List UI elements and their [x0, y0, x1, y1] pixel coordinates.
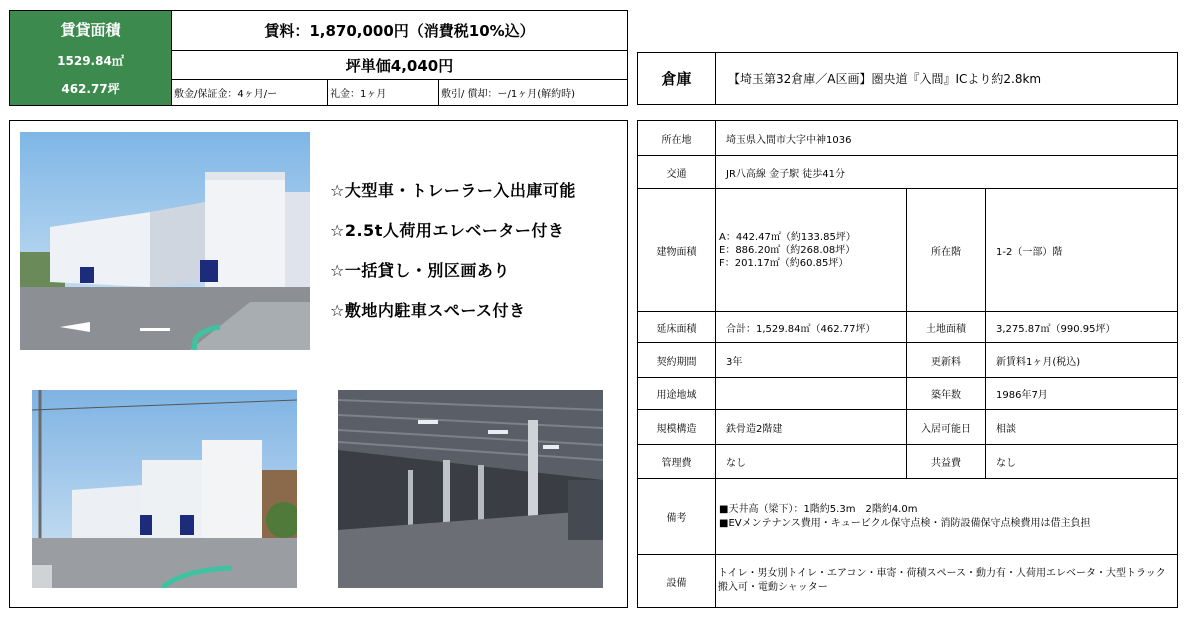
address-label-cell	[637, 120, 716, 156]
land-area-cell	[985, 311, 1178, 343]
mgmt-value: なし	[726, 458, 746, 469]
structure-label-cell	[637, 409, 716, 445]
mgmt-cell	[715, 444, 907, 479]
transport-cell	[715, 155, 1178, 189]
rent-text: 賃料：1,870,000円（消費税10%込）	[264, 22, 535, 40]
interior-photo	[338, 390, 603, 588]
remarks-line: ■天井高（梁下）：1階約5.3m 2階約4.0m	[719, 503, 918, 515]
land-area-label: 土地面積	[926, 323, 966, 335]
equipment-line: トイレ・男女別トイレ・エアコン・車寄・荷積スペース・動力有・人荷用エレベータ・大型トラック	[718, 568, 1166, 579]
transport-label: 交通	[666, 168, 687, 180]
renewal-label-cell	[906, 342, 986, 378]
movein-label: 入居可能日	[921, 423, 971, 435]
deposit-text: 敷金/保証金：4ヶ月/ー	[174, 89, 278, 100]
building-area-cell	[715, 188, 907, 312]
movein-label-cell	[906, 409, 986, 445]
property-title-cell	[715, 52, 1178, 105]
zoning-label-cell	[637, 377, 716, 410]
land-area-label-cell	[906, 311, 986, 343]
structure-label: 規模構造	[656, 423, 697, 435]
common-label-cell	[906, 444, 986, 479]
remarks-cell	[715, 478, 1178, 555]
transport-label-cell	[637, 155, 716, 189]
building-area-line: F：201.17㎡（約60.85坪）	[719, 257, 849, 269]
floor-label: 所在階	[931, 246, 961, 258]
unit-price-text: 坪単価4,040円	[345, 56, 454, 75]
equipment-label-cell	[637, 554, 716, 608]
area-title: 賃貸面積	[60, 21, 121, 39]
equipment-cell	[715, 554, 1178, 608]
zoning-cell	[715, 377, 907, 410]
feature-item: ☆一括貸し・別区画あり	[330, 261, 510, 280]
floor-label-cell	[906, 188, 986, 312]
movein-value: 相談	[996, 423, 1016, 435]
remarks-label: 備考	[666, 513, 687, 524]
built-value: 1986年7月	[996, 390, 1048, 401]
total-area-label-cell	[637, 311, 716, 343]
contract-cell	[715, 342, 907, 378]
area-box	[9, 10, 172, 106]
rent-cell	[171, 10, 628, 51]
common-cell	[985, 444, 1178, 479]
floor-cell	[985, 188, 1178, 312]
land-area-value: 3,275.87㎡（990.95坪）	[996, 323, 1116, 335]
built-label-cell	[906, 377, 986, 410]
feature-item: ☆敷地内駐車スペース付き	[330, 301, 526, 320]
property-type: 倉庫	[661, 70, 692, 88]
equipment-label: 設備	[666, 577, 687, 589]
address-value: 埼玉県入間市大字中神1036	[726, 134, 852, 146]
remarks-line: ■EVメンテナンス費用・キュービクル保守点検・消防設備保守点検費用は借主負担	[719, 517, 1091, 529]
feature-list	[330, 178, 610, 338]
building-area-label-cell	[637, 188, 716, 312]
amortization-text: 敷引/ 償却：ー/1ヶ月(解約時)	[441, 89, 576, 100]
movein-cell	[985, 409, 1178, 445]
building-area-line: E：886.20㎡（約268.08坪）	[719, 244, 856, 256]
built-label: 築年数	[931, 390, 961, 401]
renewal-cell	[985, 342, 1178, 378]
address-cell	[715, 120, 1178, 156]
built-cell	[985, 377, 1178, 410]
total-area-label: 延床面積	[656, 323, 697, 335]
common-value: なし	[996, 458, 1016, 469]
amortization-cell	[438, 79, 628, 106]
mgmt-label: 管理費	[661, 458, 692, 469]
renewal-value: 新賃料1ヶ月(税込)	[996, 356, 1081, 368]
total-area-cell	[715, 311, 907, 343]
property-type-cell	[637, 52, 716, 105]
exterior-photo	[32, 390, 297, 588]
transport-value: JR八高線 金子駅 徒歩41分	[726, 168, 845, 180]
building-area-label: 建物面積	[656, 246, 697, 258]
deposit-cell	[171, 79, 328, 106]
renewal-label: 更新料	[931, 356, 961, 368]
mgmt-label-cell	[637, 444, 716, 479]
equipment-line: 搬入可・電動シャッター	[718, 582, 828, 593]
structure-value: 鉄骨造2階建	[726, 423, 783, 435]
address-label: 所在地	[661, 134, 692, 146]
floor-value: 1-2（一部）階	[996, 246, 1063, 258]
total-area-value: 合計：1,529.84㎡（462.77坪）	[726, 323, 876, 335]
unit-price-cell	[171, 50, 628, 80]
contract-label-cell	[637, 342, 716, 378]
common-label: 共益費	[931, 458, 961, 469]
area-tsubo: 462.77坪	[61, 82, 120, 96]
remarks-label-cell	[637, 478, 716, 555]
contract-value: 3年	[726, 356, 743, 368]
key-money-cell	[327, 79, 439, 106]
building-area-line: A：442.47㎡（約133.85坪）	[719, 231, 856, 243]
feature-item: ☆2.5t人荷用エレベーター付き	[330, 221, 565, 240]
property-title: 【埼玉第32倉庫／A区画】圏央道『入間』ICより約2.8km	[728, 72, 1042, 86]
structure-cell	[715, 409, 907, 445]
area-sqm: 1529.84㎡	[57, 54, 124, 68]
contract-label: 契約期間	[656, 356, 697, 368]
zoning-label: 用途地域	[656, 390, 697, 401]
feature-item: ☆大型車・トレーラー入出庫可能	[330, 181, 576, 200]
main-building-photo	[20, 132, 310, 350]
key-money-text: 礼金：1ヶ月	[330, 89, 387, 100]
